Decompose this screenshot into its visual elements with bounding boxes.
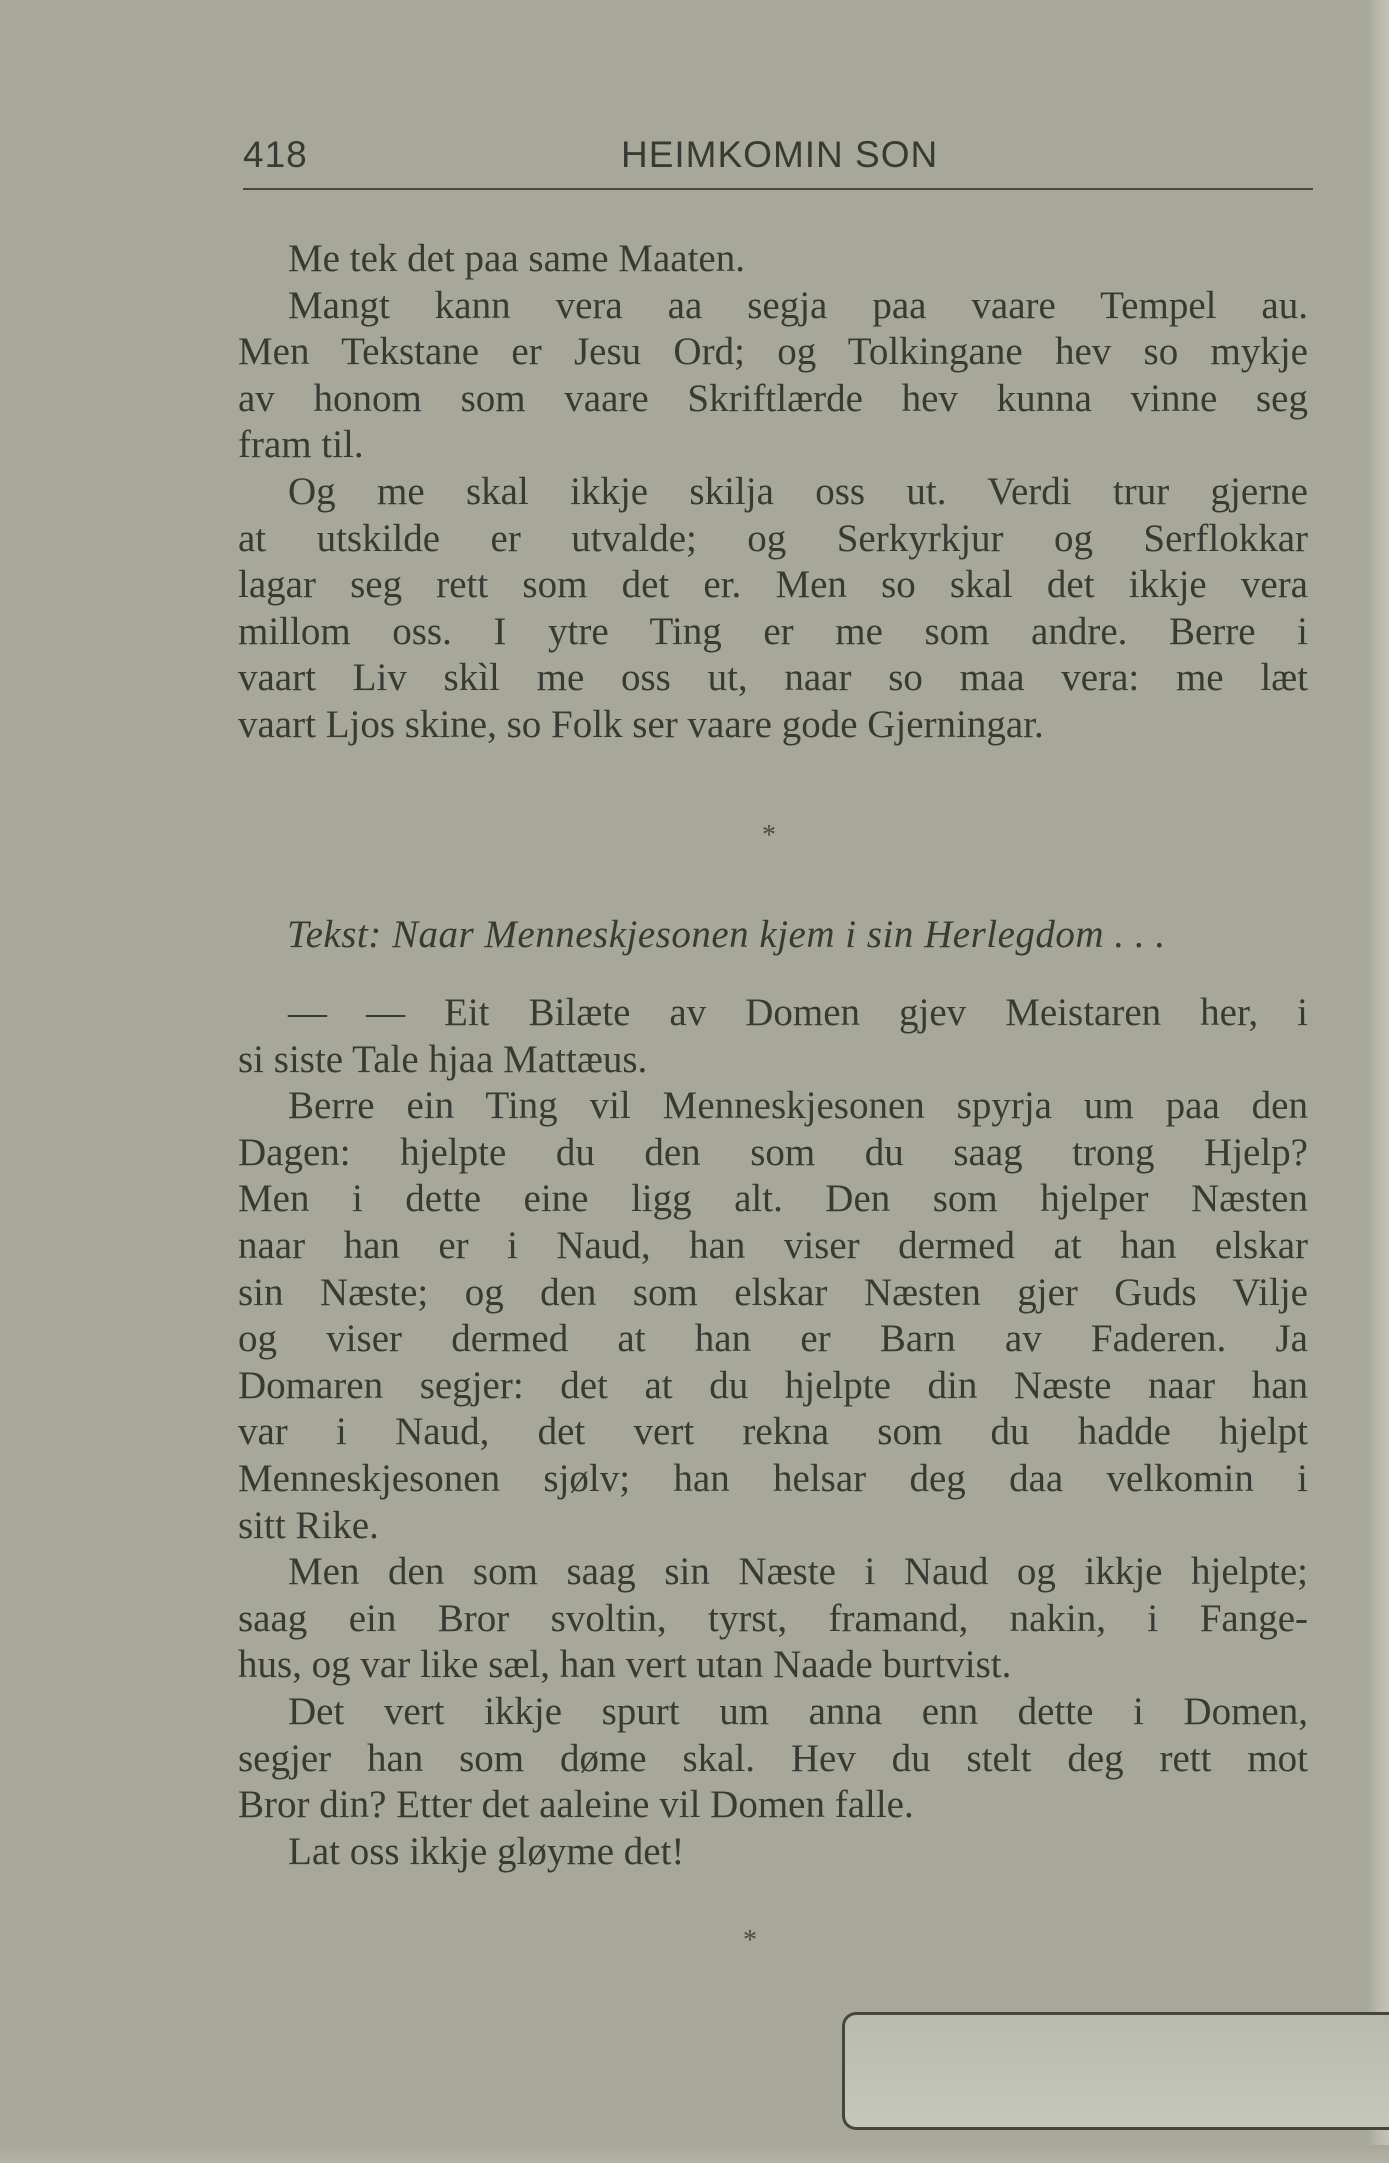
text-line: Dagen: hjelpte du den som du saag trong Hjelp? xyxy=(238,1130,1308,1174)
text-line: Mangt kann vera aa segja paa vaare Tempel au. xyxy=(288,283,1308,327)
text-line: lagar seg rett som det er. Men so skal det ikkje vera xyxy=(238,563,1308,607)
page-edge-bottom xyxy=(0,2145,1389,2163)
library-stamp-frame xyxy=(842,2012,1389,2130)
text-line: Men den som saag sin Næste i Naud og ikkje hjelpte; xyxy=(288,1550,1308,1594)
text-line: Men Tekstane er Jesu Ord; og Tolkingane hev so mykje xyxy=(238,330,1308,374)
text-line: millom oss. I ytre Ting er me som andre. Berre i xyxy=(238,609,1308,653)
text-line: Bror din? Etter det aaleine vil Domen falle. xyxy=(238,1783,914,1827)
text-line: Men i dette eine ligg alt. Den som hjelper Næsten xyxy=(238,1177,1308,1221)
text-line: Domaren segjer: det at du hjelpte din Næste naar han xyxy=(238,1363,1308,1407)
page-number: 418 xyxy=(243,134,308,175)
text-line: — — Eit Bilæte av Domen gjev Meistaren her, i xyxy=(288,991,1308,1034)
text-line: Me tek det paa same Maaten. xyxy=(288,237,745,280)
page-header xyxy=(243,128,1313,190)
text-line: vaart Liv skìl me oss ut, naar so maa vera: me læt xyxy=(238,656,1308,700)
text-line: og viser dermed at han er Barn av Faderen. Ja xyxy=(238,1317,1308,1361)
text-line: fram til. xyxy=(238,423,364,467)
text-line: sin Næste; og den som elskar Næsten gjer Guds Vilje xyxy=(238,1270,1308,1314)
text-section-1 xyxy=(238,236,1308,749)
text-line: hus, og var like sæl, han vert utan Naade burtvist. xyxy=(238,1643,1012,1687)
text-line: Lat oss ikkje gløyme det! xyxy=(288,1829,685,1873)
running-title: HEIMKOMIN SON xyxy=(621,134,939,175)
text-line: vaart Ljos skine, so Folk ser vaare gode Gjerningar. xyxy=(238,702,1044,746)
text-line: segjer han som døme skal. Hev du stelt deg rett mot xyxy=(238,1736,1308,1780)
text-line: at utskilde er utvalde; og Serkyrkjur og Serflokkar xyxy=(238,516,1308,560)
text-line: si siste Tale hjaa Mattæus. xyxy=(238,1037,648,1081)
text-section-2 xyxy=(238,990,1308,1875)
section-separator: * xyxy=(762,820,776,851)
text-line: Og me skal ikkje skilja oss ut. Verdi trur gjerne xyxy=(288,469,1308,513)
page-edge xyxy=(1367,0,1389,2163)
text-line: var i Naud, det vert rekna som du hadde hjelpt xyxy=(238,1410,1308,1454)
text-line: Det vert ikkje spurt um anna enn dette i Domen, xyxy=(288,1689,1308,1733)
text-line: Berre ein Ting vil Menneskjesonen spyrja um paa den xyxy=(288,1084,1308,1128)
text-line: saag ein Bror svoltin, tyrst, framand, nakin, i Fange- xyxy=(238,1596,1308,1640)
scripture-heading: Tekst: Naar Menneskjesonen kjem i sin Herlegdom . . . xyxy=(287,913,1166,956)
text-line: naar han er i Naud, han viser dermed at han elskar xyxy=(238,1223,1308,1267)
text-line: sitt Rike. xyxy=(238,1503,379,1547)
text-line: av honom som vaare Skriftlærde hev kunna vinne seg xyxy=(238,376,1308,420)
text-line: Menneskjesonen sjølv; han helsar deg daa velkomin i xyxy=(238,1456,1308,1500)
section-separator: * xyxy=(743,1925,757,1956)
